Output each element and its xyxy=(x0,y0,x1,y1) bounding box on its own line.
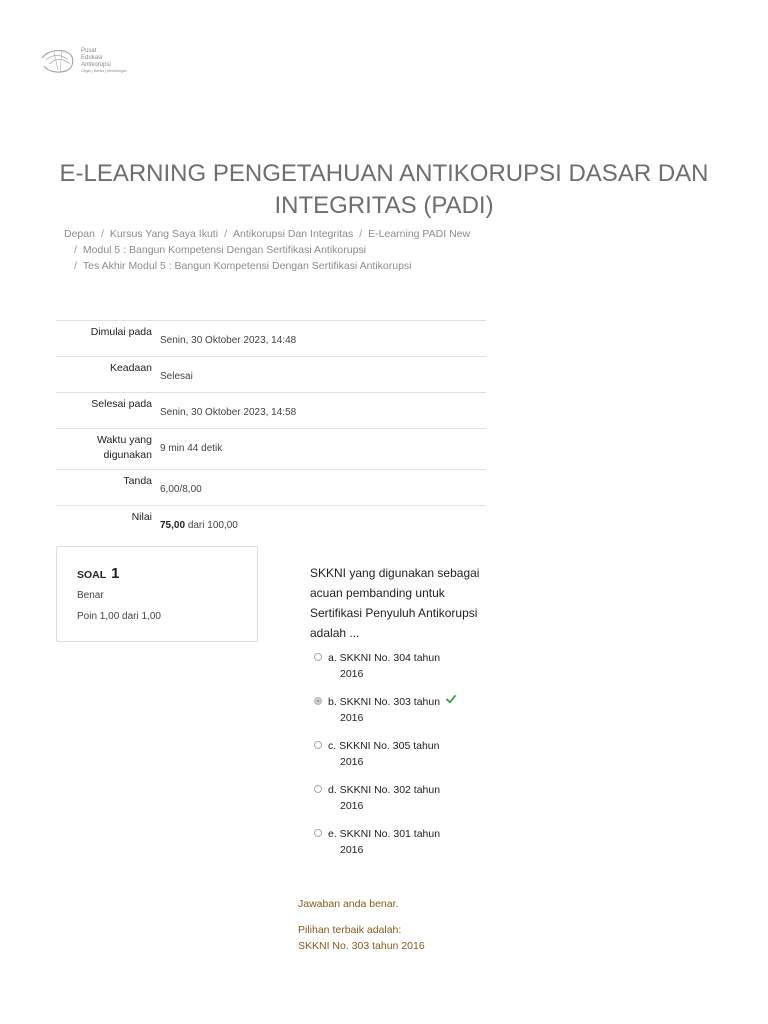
check-icon xyxy=(446,694,456,704)
answer-text xyxy=(328,782,446,814)
answer-option-b[interactable] xyxy=(314,694,474,738)
breadcrumb-line-2 xyxy=(64,242,684,258)
question-feedback xyxy=(298,898,558,954)
answer-option-c[interactable] xyxy=(314,738,474,782)
answer-text xyxy=(328,650,446,682)
summary-row-marks xyxy=(56,470,486,506)
question-label: SOAL xyxy=(77,569,107,581)
logo-line-2: Edukasi xyxy=(81,55,103,61)
answer-text-line-1: d. SKKNI No. 302 tahun xyxy=(328,784,441,796)
answer-text xyxy=(328,738,446,770)
answer-radio[interactable] xyxy=(314,829,322,837)
breadcrumb-line-1 xyxy=(64,226,684,242)
grade-number: 75,00 xyxy=(160,520,186,531)
summary-row-grade xyxy=(56,506,486,542)
breadcrumb-separator: / xyxy=(74,244,77,256)
answer-option-d[interactable] xyxy=(314,782,474,826)
answer-text-line-2: 2016 xyxy=(340,712,364,724)
breadcrumb-separator: / xyxy=(74,260,77,272)
grade-label: Nilai xyxy=(56,506,156,542)
answer-text-line-1: c. SKKNI No. 305 tahun xyxy=(328,740,440,752)
answer-text-line-2: 2016 xyxy=(340,800,364,812)
answer-option-e[interactable] xyxy=(314,826,474,870)
answer-radio[interactable] xyxy=(314,741,322,749)
answer-text-line-1: b. SKKNI No. 303 tahun xyxy=(328,696,441,708)
logo-emblem-icon xyxy=(40,46,80,76)
logo-tagline: Cegah | Berani | Membangun xyxy=(81,69,127,73)
feedback-best-answer: SKKNI No. 303 tahun 2016 xyxy=(298,940,425,952)
answer-options xyxy=(314,650,474,870)
question-number-value: 1 xyxy=(111,565,120,582)
breadcrumb-link-home[interactable]: Depan xyxy=(64,228,95,240)
started-label: Dimulai pada xyxy=(56,321,156,357)
summary-row-started xyxy=(56,321,486,357)
answer-text-line-2: 2016 xyxy=(340,844,364,856)
answer-text-line-1: e. SKKNI No. 301 tahun xyxy=(328,828,441,840)
site-logo[interactable] xyxy=(40,46,130,80)
answer-radio[interactable] xyxy=(314,653,322,661)
grade-suffix: dari 100,00 xyxy=(187,520,238,531)
breadcrumb-separator: / xyxy=(224,228,227,240)
question-text: SKKNI yang digunakan sebagai acuan pembanding untuk Sertifikasi Penyuluh Antikorupsi adalah ... xyxy=(310,566,480,640)
started-value: Senin, 30 Oktober 2023, 14:48 xyxy=(156,321,486,357)
attempt-summary-table xyxy=(56,320,486,542)
breadcrumb-line-3 xyxy=(64,258,684,274)
summary-row-time-taken xyxy=(56,429,486,470)
breadcrumb-link-quiz[interactable]: Tes Akhir Modul 5 : Bangun Kompetensi Dengan Sertifikasi Antikorupsi xyxy=(82,260,412,272)
finished-value: Senin, 30 Oktober 2023, 14:58 xyxy=(156,393,486,429)
answer-radio-selected[interactable] xyxy=(314,697,322,705)
state-label: Keadaan xyxy=(56,357,156,393)
breadcrumb-link-category[interactable]: Antikorupsi Dan Integritas xyxy=(232,228,354,240)
finished-label: Selesai pada xyxy=(56,393,156,429)
logo-text xyxy=(81,48,127,74)
answer-text-line-2: 2016 xyxy=(340,756,364,768)
answer-radio[interactable] xyxy=(314,785,322,793)
breadcrumb-separator: / xyxy=(359,228,363,240)
summary-row-state xyxy=(56,357,486,393)
breadcrumb-link-module[interactable]: Modul 5 : Bangun Kompetensi Dengan Sertifikasi Antikorupsi xyxy=(82,244,367,256)
answer-text-line-2: 2016 xyxy=(340,668,364,680)
time-taken-label-line-2: digunakan xyxy=(103,449,152,461)
grade-value xyxy=(156,506,486,542)
page-title: E-LEARNING PENGETAHUAN ANTIKORUPSI DASAR DAN INTEGRITAS (PADI) xyxy=(59,160,709,219)
time-taken-label-line-1: Waktu yang xyxy=(96,434,152,446)
question-state: Benar xyxy=(77,590,104,601)
feedback-best-label: Pilihan terbaik adalah: xyxy=(298,924,402,936)
question-number xyxy=(77,565,237,582)
marks-value: 6,00/8,00 xyxy=(156,470,486,506)
question-grade: Poin 1,00 dari 1,00 xyxy=(77,611,161,622)
answer-text xyxy=(328,826,446,858)
breadcrumb-link-course[interactable]: E-Learning PADI New xyxy=(368,228,471,240)
logo-line-3: Antikorupsi xyxy=(81,62,111,68)
logo-line-1: Pusat xyxy=(81,48,97,54)
breadcrumb-link-my-courses[interactable]: Kursus Yang Saya Ikuti xyxy=(109,228,219,240)
answer-option-a[interactable] xyxy=(314,650,474,694)
answer-text-line-1: a. SKKNI No. 304 tahun xyxy=(328,652,441,664)
feedback-result: Jawaban anda benar. xyxy=(298,898,399,910)
breadcrumb-separator: / xyxy=(100,228,104,240)
answer-text xyxy=(328,694,446,726)
summary-row-finished xyxy=(56,393,486,429)
question-info-box xyxy=(56,546,258,642)
state-value: Selesai xyxy=(156,357,486,393)
time-taken-label xyxy=(56,429,156,470)
marks-label: Tanda xyxy=(56,470,156,506)
breadcrumb xyxy=(64,226,684,274)
time-taken-value: 9 min 44 detik xyxy=(156,429,486,470)
